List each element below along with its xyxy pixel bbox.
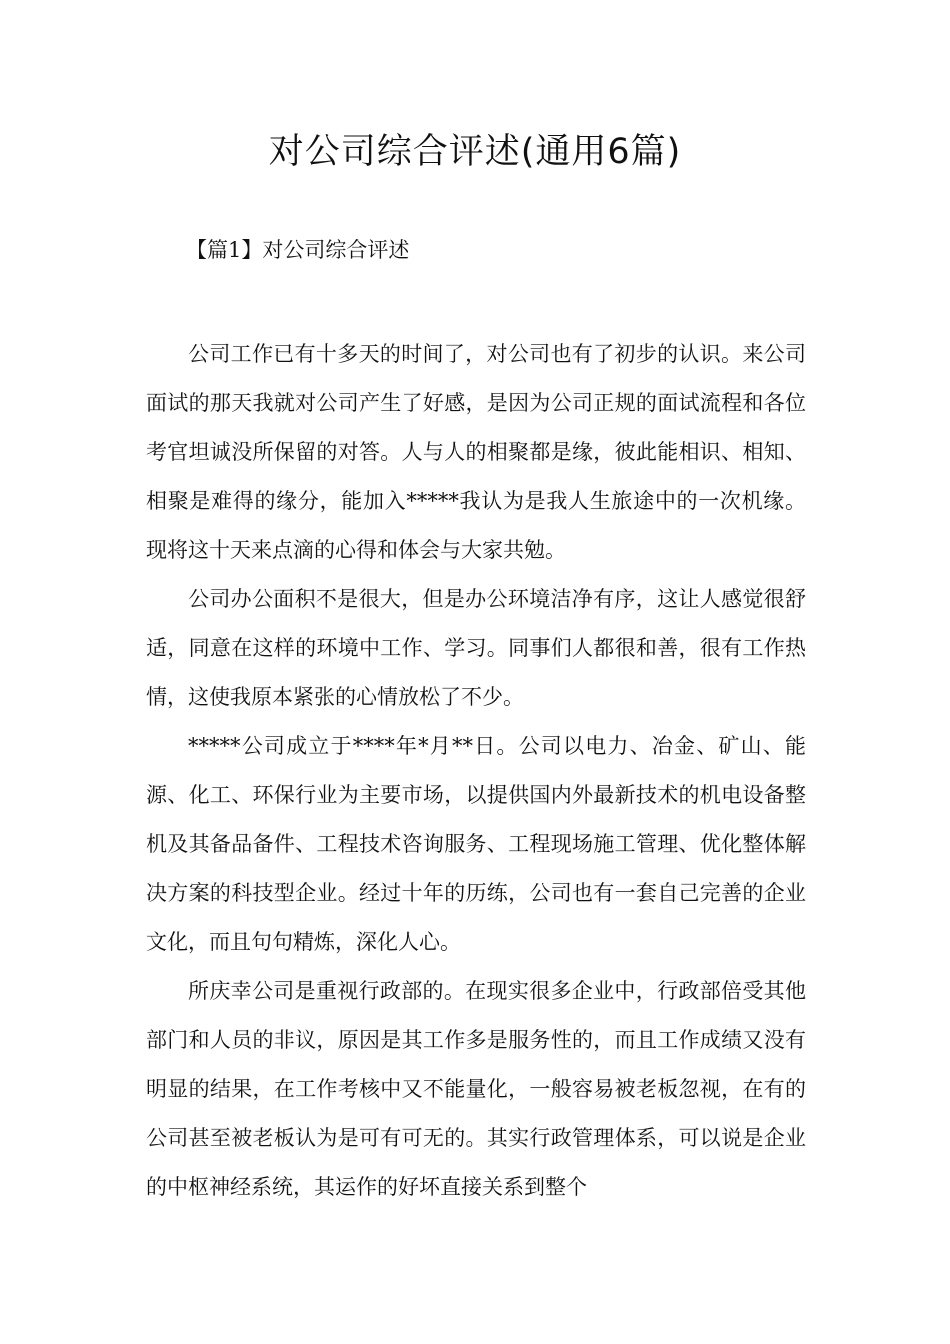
document-body bbox=[146, 330, 806, 1212]
paragraph: 公司办公面积不是很大，但是办公环境洁净有序，这让人感觉很舒适，同意在这样的环境中工作、学习。同事们人都很和善，很有工作热情，这使我原本紧张的心情放松了不少。 bbox=[146, 587, 806, 709]
paragraph: 所庆幸公司是重视行政部的。在现实很多企业中，行政部倍受其他部门和人员的非议，原因是其工作多是服务性的，而且工作成绩又没有明显的结果，在工作考核中又不能量化，一般容易被老板忽视，在有的公司甚至被老板认为是可有可无的。其实行政管理体系，可以说是企业的中枢神经系统，其运作的好坏直接关系到整个 bbox=[146, 979, 806, 1199]
paragraph: *****公司成立于****年*月**日。公司以电力、冶金、矿山、能源、化工、环保行业为主要市场，以提供国内外最新技术的机电设备整机及其备品备件、工程技术咨询服务、工程现场施工管理、优化整体解决方案的科技型企业。经过十年的历练，公司也有一套自己完善的企业文化，而且句句精炼，深化人心。 bbox=[146, 734, 806, 954]
section-heading: 【篇1】对公司综合评述 bbox=[186, 238, 410, 262]
document-title: 对公司综合评述(通用6篇) bbox=[268, 132, 682, 172]
paragraph: 公司工作已有十多天的时间了，对公司也有了初步的认识。来公司面试的那天我就对公司产生了好感，是因为公司正规的面试流程和各位考官坦诚没所保留的对答。人与人的相聚都是缘，彼此能相识、相知、相聚是难得的缘分，能加入*****我认为是我人生旅途中的一次机缘。现将这十天来点滴的心得和体会与大家共勉。 bbox=[146, 342, 806, 562]
